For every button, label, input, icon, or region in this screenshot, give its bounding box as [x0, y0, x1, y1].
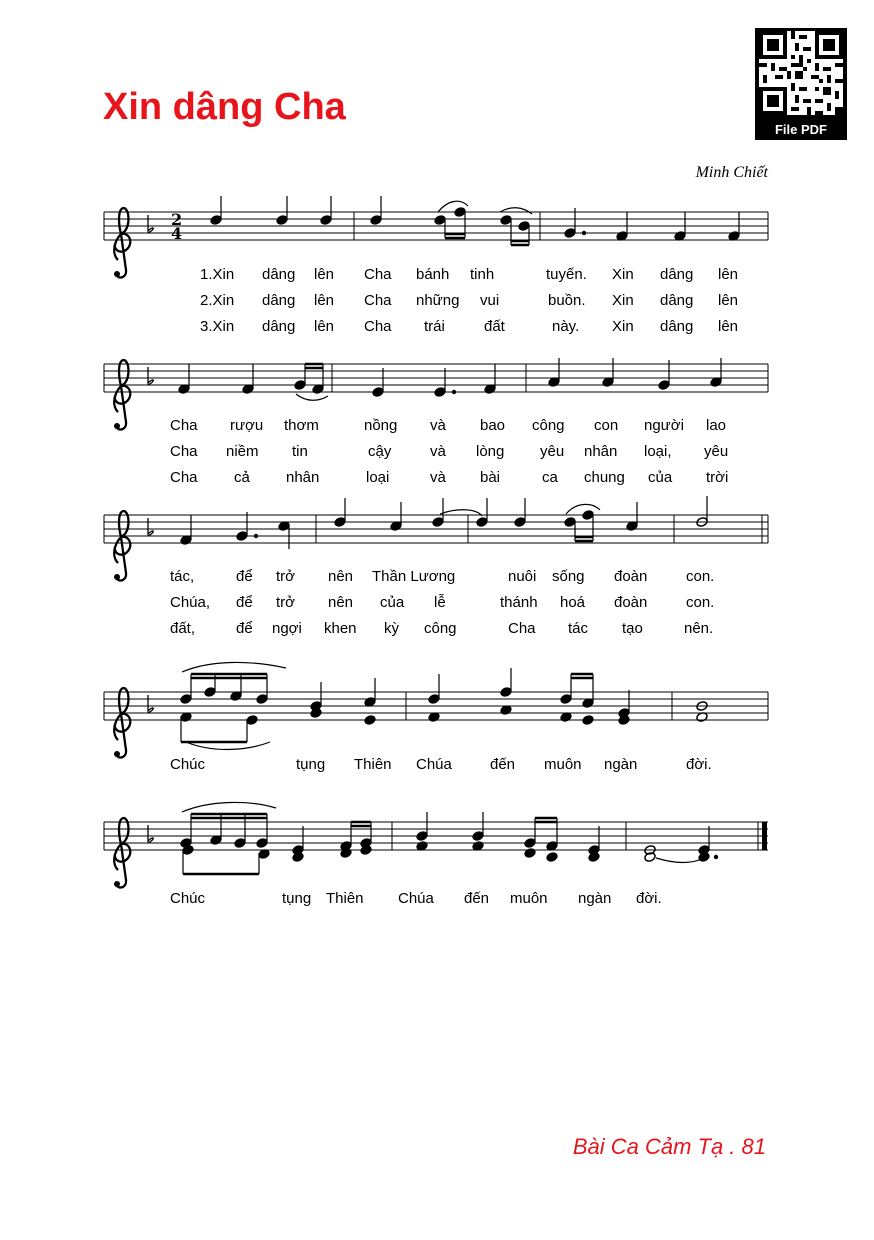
lyrics-system-4: Chúc tụng Thiên Chúa đến muôn ngàn đời.: [170, 756, 712, 773]
lyrics-system-3-verse-3: đất, để ngợi khen kỳ công Cha tác tạo nên.: [170, 620, 714, 637]
staff-system-5: [104, 822, 768, 850]
lyrics-system-1-verse-3: 3.Xin dâng lên Cha trái đất này. Xin dâng lên: [200, 318, 739, 335]
lyrics-system-3-verse-1: tác, để trở nên Thần Lương nuôi sống đoàn con.: [170, 568, 715, 585]
lyrics-system-1-verse-1: 1.Xin dâng lên Cha bánh tinh tuyến. Xin dâng lên: [200, 266, 739, 283]
lyrics-system-3-verse-2: Chúa, để trở nên của lễ thánh hoá đoàn con.: [170, 594, 715, 611]
notes-system-1: [210, 196, 740, 245]
lyrics-system-1-verse-2: 2.Xin dâng lên Cha những vui buồn. Xin dâng lên: [200, 292, 739, 309]
lyrics-system-5: Chúc tụng Thiên Chúa đến muôn ngàn đời.: [170, 890, 662, 907]
pdf-label: File PDF: [774, 122, 827, 137]
lyrics-system-2-verse-2: Cha niềm tin cậy và lòng yêu nhân loại, yêu: [170, 443, 729, 460]
staff-system-1: [104, 212, 768, 240]
notes-system-5: [180, 802, 718, 874]
final-barline: [762, 822, 767, 850]
svg-text:4: 4: [171, 224, 183, 243]
page-footer: Bài Ca Cảm Tạ . 81: [572, 1134, 766, 1159]
composer-name: Minh Chiết: [695, 164, 768, 181]
song-title: Xin dâng Cha: [103, 86, 346, 128]
time-signature: [171, 210, 182, 243]
svg-text:2: 2: [171, 210, 183, 229]
lyrics-system-2-verse-1: Cha rượu thơm nồng và bao công con người lao: [170, 417, 727, 434]
lyrics-system-2-verse-3: Cha cả nhân loại và bài ca chung của trời: [170, 469, 729, 486]
